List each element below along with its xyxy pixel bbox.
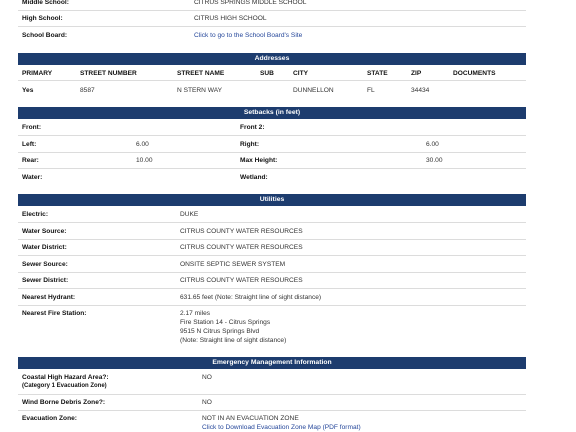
util-water-source-value: CITRUS COUNTY WATER RESOURCES xyxy=(180,228,303,235)
em-coastal-label: Coastal High Hazard Area?: xyxy=(22,374,109,381)
setback-rear-value: 10.00 xyxy=(136,157,153,164)
addr-street-number: 8587 xyxy=(80,87,95,94)
em-evac-map-link[interactable]: Click to Download Evacuation Zone Map (PDF format) xyxy=(202,424,361,431)
divider xyxy=(18,410,526,411)
util-sewer-source-label: Sewer Source: xyxy=(22,261,68,268)
addr-state: FL xyxy=(367,87,375,94)
high-school-label: High School: xyxy=(22,15,63,22)
middle-school-label: Middle School: xyxy=(22,0,69,6)
school-board-label: School Board: xyxy=(22,32,68,39)
em-evac-label: Evacuation Zone: xyxy=(22,415,77,422)
em-evac-value: NOT IN AN EVACUATION ZONE xyxy=(202,415,299,422)
setback-rear-label: Rear: xyxy=(22,157,39,164)
school-board-link[interactable]: Click to go to the School Board's Site xyxy=(194,32,303,39)
util-fire-note: (Note: Straight line of sight distance) xyxy=(180,337,287,344)
addresses-header: Addresses xyxy=(18,53,526,65)
setback-maxheight-value: 30.00 xyxy=(426,157,443,164)
addr-col-street-name: STREET NAME xyxy=(177,70,225,77)
util-fire-station-name: Fire Station 14 - Citrus Springs xyxy=(180,319,271,326)
divider xyxy=(18,239,526,240)
addr-street-name: N STERN WAY xyxy=(177,87,223,94)
divider xyxy=(18,168,526,169)
divider xyxy=(18,80,526,81)
divider xyxy=(18,272,526,273)
util-electric-value: DUKE xyxy=(180,211,199,218)
util-hydrant-value: 631.65 feet (Note: Straight line of sight distance) xyxy=(180,294,322,301)
util-sewer-district-value: CITRUS COUNTY WATER RESOURCES xyxy=(180,277,303,284)
setback-water-label: Water: xyxy=(22,174,43,181)
divider xyxy=(18,135,526,136)
setback-wetland-label: Wetland: xyxy=(240,174,268,181)
addr-col-city: CITY xyxy=(293,70,309,77)
addr-col-zip: ZIP xyxy=(411,70,422,77)
divider xyxy=(18,305,526,306)
setback-right-label: Right: xyxy=(240,141,260,148)
util-sewer-district-label: Sewer District: xyxy=(22,277,69,284)
addr-col-street-number: STREET NUMBER xyxy=(80,70,137,77)
em-coastal-value: NO xyxy=(202,374,212,381)
addr-zip: 34434 xyxy=(411,87,430,94)
em-coastal-sub: (Category 1 Evacuation Zone) xyxy=(22,383,107,389)
divider xyxy=(18,255,526,256)
util-electric-label: Electric: xyxy=(22,211,49,218)
util-fire-station-address: 9515 N Citrus Springs Blvd xyxy=(180,328,260,335)
divider xyxy=(18,26,526,27)
middle-school-value: CITRUS SPRINGS MIDDLE SCHOOL xyxy=(194,0,307,6)
divider xyxy=(18,288,526,289)
util-fire-distance: 2.17 miles xyxy=(180,310,211,317)
divider xyxy=(18,10,526,11)
divider xyxy=(18,394,526,395)
divider xyxy=(18,222,526,223)
divider xyxy=(18,152,526,153)
setback-right-value: 6.00 xyxy=(426,141,439,148)
setback-front2-label: Front 2: xyxy=(240,124,265,131)
addr-col-documents: DOCUMENTS xyxy=(453,70,496,77)
emergency-header: Emergency Management Information xyxy=(18,357,526,369)
setbacks-header: Setbacks (in feet) xyxy=(18,107,526,119)
addr-city: DUNNELLON xyxy=(293,87,334,94)
high-school-value: CITRUS HIGH SCHOOL xyxy=(194,15,267,22)
em-wind-value: NO xyxy=(202,399,212,406)
util-water-district-value: CITRUS COUNTY WATER RESOURCES xyxy=(180,244,303,251)
util-hydrant-label: Nearest Hydrant: xyxy=(22,294,76,301)
util-water-district-label: Water District: xyxy=(22,244,67,251)
em-wind-label: Wind Borne Debris Zone?: xyxy=(22,399,106,406)
setback-left-value: 6.00 xyxy=(136,141,149,148)
addr-primary: Yes xyxy=(22,87,34,94)
setback-left-label: Left: xyxy=(22,141,37,148)
util-fire-station-label: Nearest Fire Station: xyxy=(22,310,87,317)
util-water-source-label: Water Source: xyxy=(22,228,67,235)
addr-col-sub: SUB xyxy=(260,70,274,77)
addr-col-primary: PRIMARY xyxy=(22,70,53,77)
setback-front-label: Front: xyxy=(22,124,42,131)
util-sewer-source-value: ONSITE SEPTIC SEWER SYSTEM xyxy=(180,261,286,268)
setback-maxheight-label: Max Height: xyxy=(240,157,278,164)
utilities-header: Utilities xyxy=(18,194,526,206)
addr-col-state: STATE xyxy=(367,70,388,77)
